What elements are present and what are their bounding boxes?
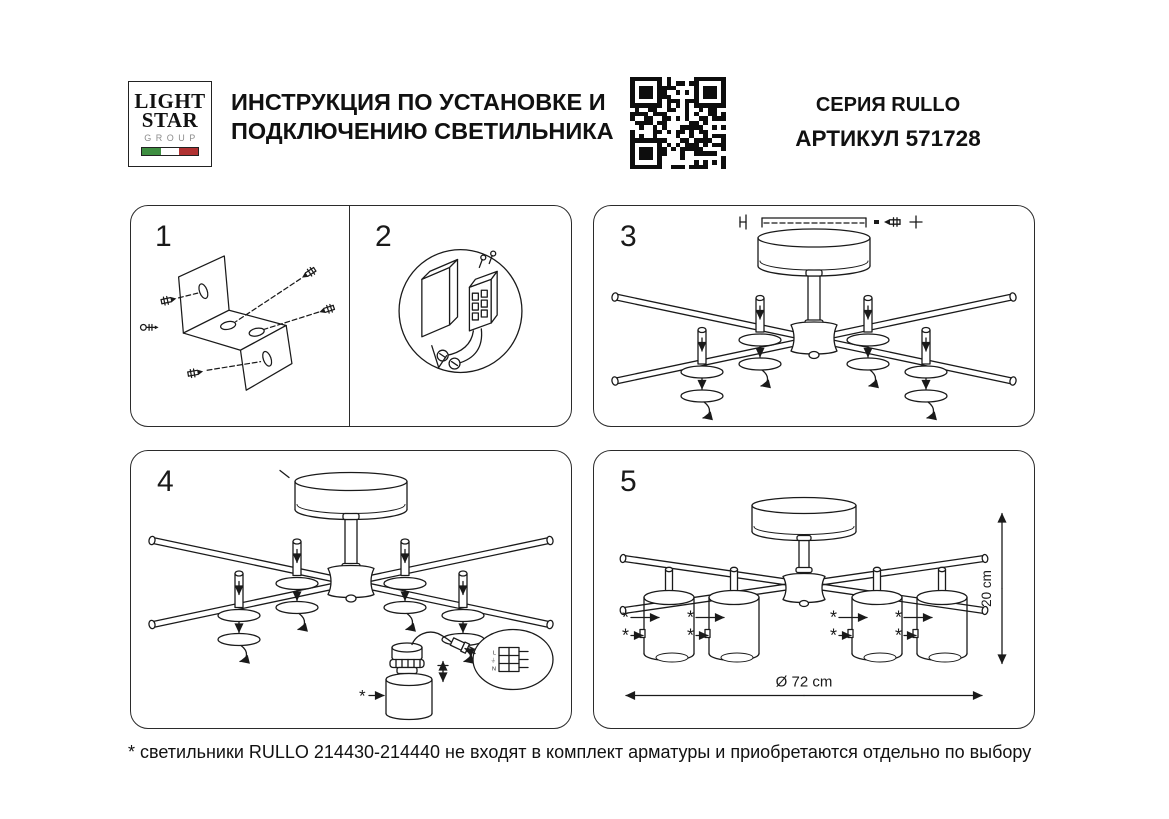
- title-line-1: ИНСТРУКЦИЯ ПО УСТАНОВКЕ И: [231, 89, 606, 115]
- step-2-number: 2: [375, 220, 392, 253]
- footnote: * светильники RULLO 214430-214440 не входят в комплект арматуры и приобретаются отдельно по выбору: [128, 742, 1032, 762]
- canopy: [280, 471, 407, 520]
- logo-word-group: GROUP: [144, 133, 200, 143]
- terminal-label-ground: ⏚: [490, 658, 496, 665]
- socket-assembly: [390, 643, 424, 674]
- step-5-number: 5: [620, 465, 637, 498]
- svg-text:*: *: [622, 625, 630, 646]
- step-4-number: 4: [157, 465, 174, 498]
- svg-text:*: *: [622, 607, 630, 628]
- logo-word-star: STAR: [141, 108, 199, 132]
- asterisk-mark: *: [359, 686, 366, 706]
- page-title: [231, 88, 626, 146]
- panel-steps-1-2: [130, 205, 572, 427]
- step2-wiring-diagram: [351, 206, 570, 424]
- svg-text:*: *: [687, 607, 695, 628]
- svg-text:*: *: [895, 625, 903, 646]
- italian-flag-stripe: [141, 147, 199, 156]
- lamp-shade: [386, 674, 432, 720]
- qr-code: [630, 77, 726, 169]
- diameter-dimension: [626, 674, 982, 696]
- step3-frame-diagram: [594, 206, 1034, 426]
- hub: [791, 322, 837, 359]
- hub: [328, 566, 374, 603]
- terminal-label-l: L: [492, 650, 496, 657]
- canopy: [752, 498, 856, 541]
- step-2-area: [351, 206, 570, 424]
- height-dimension-label: 20 cm: [979, 570, 994, 607]
- panel-step-4: [130, 450, 572, 729]
- stem: [805, 270, 823, 325]
- ceiling-bracket: [740, 215, 922, 229]
- title-line-2: ПОДКЛЮЧЕНИЮ СВЕТИЛЬНИКА: [231, 118, 614, 144]
- screw-icon: [141, 325, 159, 331]
- lightstar-logo: [128, 81, 212, 167]
- step5-assembled-diagram: [594, 451, 1034, 728]
- article-label: АРТИКУЛ 571728: [795, 126, 981, 151]
- panel-step-3: [593, 205, 1035, 427]
- step-3-number: 3: [620, 220, 637, 253]
- svg-text:*: *: [830, 607, 838, 628]
- height-dimension: [979, 514, 1002, 664]
- panel-step-5: [593, 450, 1035, 729]
- step1-bracket-diagram: [131, 206, 350, 424]
- step-1-area: [131, 206, 350, 424]
- logo-word-light: LIGHT: [134, 89, 206, 113]
- svg-text:*: *: [895, 607, 903, 628]
- detail-circle: [399, 250, 522, 373]
- asterisk-annotations: [622, 608, 932, 646]
- series-label: СЕРИЯ RULLO: [815, 94, 961, 116]
- step-1-number: 1: [155, 220, 172, 253]
- svg-text:*: *: [830, 625, 838, 646]
- stem: [342, 514, 360, 569]
- supply-wires: [432, 329, 482, 369]
- canopy: [758, 229, 870, 276]
- bracket-plate: [422, 260, 458, 337]
- product-info: [756, 94, 1020, 152]
- terminal-block: [469, 251, 497, 331]
- terminal-label-n: N: [492, 666, 496, 673]
- stem: [796, 536, 812, 573]
- svg-text:*: *: [687, 625, 695, 646]
- diameter-dimension-label: Ø 72 cm: [775, 673, 833, 691]
- step4-lamp-connection-diagram: [131, 451, 571, 728]
- hub: [783, 574, 825, 607]
